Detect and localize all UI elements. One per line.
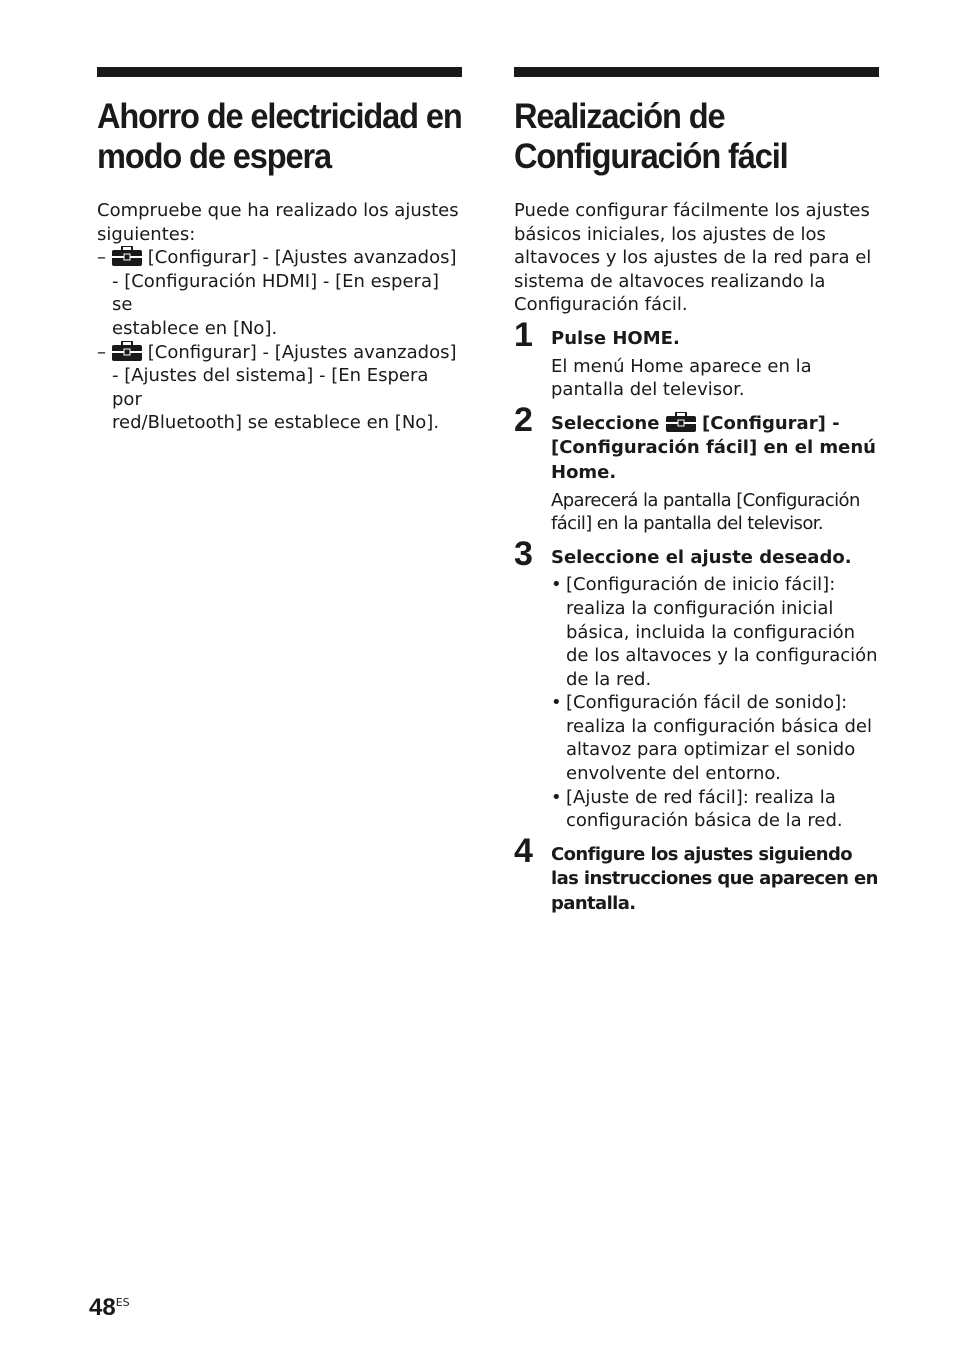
- item-1-line-1: [Configurar] - [Ajustes avanzados]: [147, 247, 457, 269]
- title-line-2: Configuración fácil: [514, 137, 788, 176]
- bullet-text: [Configuración de inicio fácil]: realiza la configuración inicial básica, incluida la configuración de los altavoces y la configuración de la red.: [566, 574, 878, 690]
- step-title-rest: [Configuración fácil] en el menú Home.: [551, 437, 876, 483]
- step-title: Configure los ajustes siguiendo las instrucciones que aparecen en pantalla.: [551, 843, 878, 915]
- item-1-line-3: establece en [No].: [112, 317, 278, 339]
- page-number-value: 48: [89, 1294, 116, 1321]
- step-number: 4: [514, 831, 533, 870]
- step-description: El menú Home aparece en la pantalla del televisor.: [551, 355, 812, 401]
- bullet-text: [Configuración fácil de sonido]: realiza la configuración básica del altavoz para optimizar el sonido envolvente del entorno.: [566, 692, 873, 785]
- language-code: ES: [115, 1296, 130, 1309]
- bullet-list: [551, 573, 879, 833]
- step-2: [514, 400, 879, 536]
- settings-item-1: [97, 246, 462, 340]
- bullet-text: [Ajuste de red fácil]: realiza la configuración básica de la red.: [566, 786, 843, 832]
- step-number: 3: [514, 534, 533, 573]
- title-line-2: modo de espera: [97, 137, 332, 176]
- right-column: [514, 67, 879, 917]
- bullet-item: [551, 786, 879, 833]
- step-title: [551, 412, 879, 486]
- bullet-marker: •: [551, 786, 562, 808]
- left-column: [97, 67, 462, 435]
- step-4: [514, 831, 879, 917]
- step-description: Aparecerá la pantalla [Configuración fácil] en la pantalla del televisor.: [551, 489, 860, 535]
- dash-marker: –: [97, 247, 106, 269]
- bullet-marker: •: [551, 692, 562, 714]
- page-number: [89, 1294, 130, 1322]
- section-title-standby: [97, 97, 462, 177]
- bullet-item: [551, 691, 879, 785]
- section-title-easy-setup: [514, 97, 853, 177]
- step-title-pre: Seleccione: [551, 412, 660, 434]
- bullet-marker: •: [551, 574, 562, 596]
- easy-setup-intro: Puede configurar fácilmente los ajustes básicos iniciales, los ajustes de los altavoces y los ajustes de la red para el sistema de altavoces realizando la Configuración fácil.: [514, 200, 872, 316]
- dash-marker: –: [97, 341, 106, 363]
- settings-item-2: [97, 341, 462, 435]
- step-title: Seleccione el ajuste deseado.: [551, 546, 852, 568]
- section-rule: [97, 67, 462, 77]
- toolbox-icon: [666, 412, 696, 432]
- step-title-post: [Configurar] -: [702, 412, 840, 434]
- item-2-line-2: - [Ajustes del sistema] - [En Espera por: [112, 365, 429, 410]
- item-1-line-2: - [Configuración HDMI] - [En espera] se: [112, 270, 439, 316]
- title-line-1: Ahorro de electricidad en: [97, 97, 462, 136]
- step-3: [514, 534, 879, 833]
- toolbox-icon: [112, 246, 142, 266]
- bullet-item: [551, 573, 879, 691]
- step-1: [514, 315, 879, 402]
- item-2-line-3: red/Bluetooth] se establece en [No].: [112, 412, 440, 434]
- step-number: 2: [514, 400, 533, 439]
- section-rule: [514, 67, 879, 77]
- item-2-line-1: [Configurar] - [Ajustes avanzados]: [147, 341, 457, 363]
- title-line-1: Realización de: [514, 97, 725, 136]
- standby-intro: Compruebe que ha realizado los ajustes siguientes:: [97, 200, 459, 245]
- step-title: Pulse HOME.: [551, 327, 680, 349]
- toolbox-icon: [112, 341, 142, 361]
- step-number: 1: [514, 315, 533, 354]
